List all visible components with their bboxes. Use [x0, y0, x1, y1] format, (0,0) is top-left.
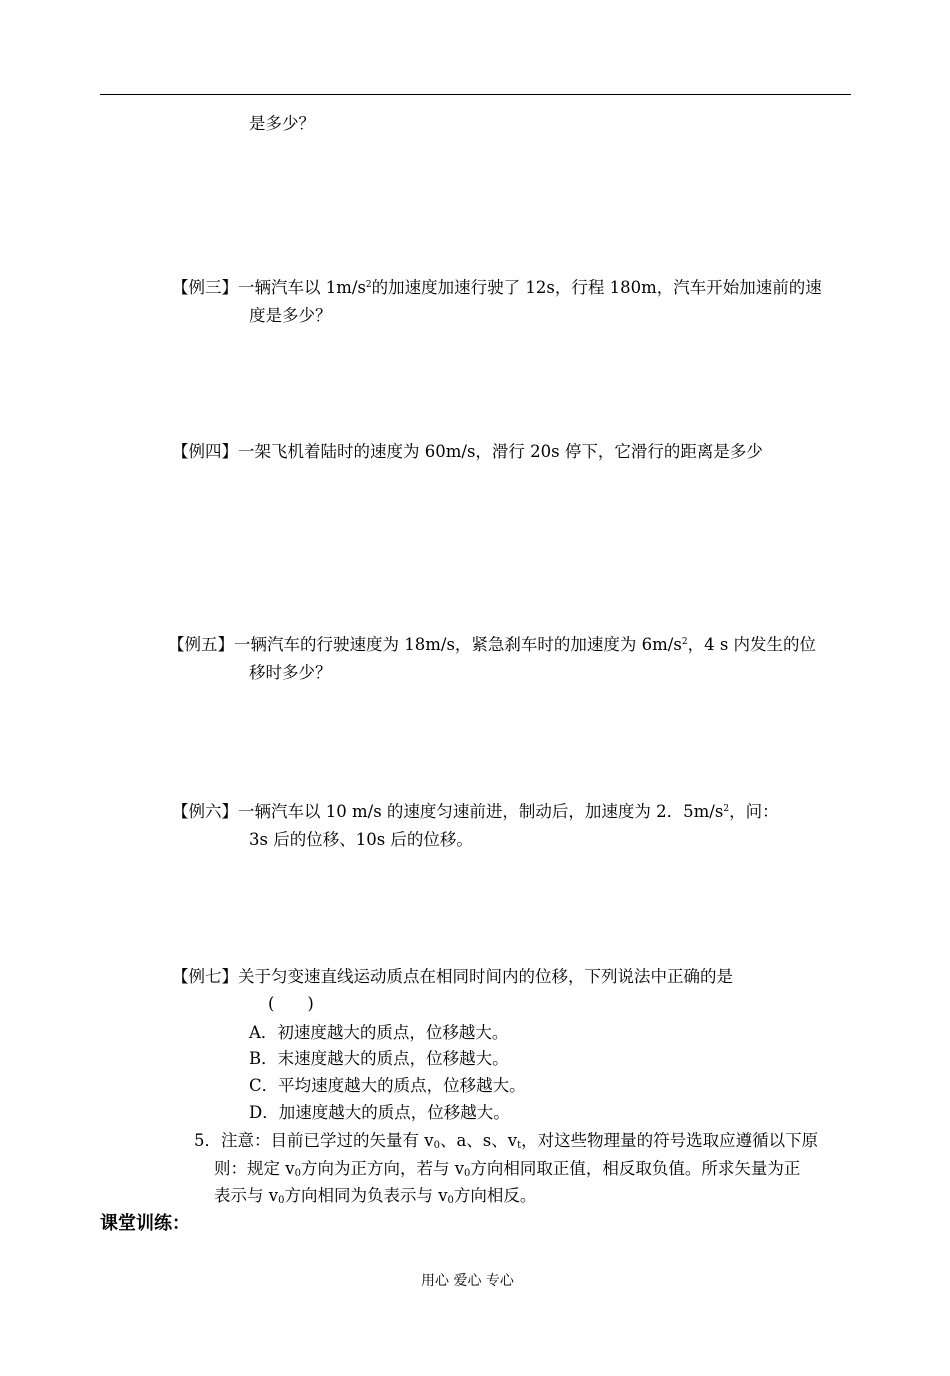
example-4-line-1: 【例四】一架飞机着陆时的速度为 60m/s，滑行 20s 停下，它滑行的距离是多少	[172, 442, 763, 461]
example-4-label: 【例四】	[172, 442, 238, 461]
answer-blank: ( )	[268, 994, 314, 1013]
example-5-line-2: 移时多少？	[249, 663, 332, 682]
page-footer: 用心 爱心 专心	[421, 1273, 514, 1289]
example-7-line-1: 【例七】关于匀变速直线运动质点在相同时间内的位移，下列说法中正确的是	[172, 967, 733, 986]
example-5-label: 【例五】	[168, 635, 234, 654]
option-c: C．平均速度越大的质点，位移越大。	[249, 1076, 526, 1095]
example-6-line-1: 【例六】一辆汽车以 10 m/s 的速度匀速前进，制动后，加速度为 2．$5m/s^2$，问：	[172, 802, 779, 821]
example-6-line-2: 3s 后的位移、10s 后的位移。	[249, 830, 473, 849]
example-6-label: 【例六】	[172, 802, 238, 821]
option-d: D．加速度越大的质点，位移越大。	[249, 1103, 510, 1122]
example-5-line-1: 【例五】一辆汽车的行驶速度为 18m/s，紧急刹车时的加速度为 $6m/s^2$，4 s 内发生的位	[168, 635, 817, 654]
header-rule	[100, 94, 851, 95]
example-3-label: 【例三】	[172, 278, 238, 297]
example-3-line-2: 度是多少？	[249, 306, 332, 325]
example-3-line-1: 【例三】一辆汽车以 $1m/s^2$的加速度加速行驶了 12s，行程 180m，汽车开始加速前的速	[172, 278, 822, 297]
example-7-label: 【例七】	[172, 967, 238, 986]
section-heading: 课堂训练：	[100, 1213, 190, 1234]
continuation-text: 是多少？	[249, 114, 315, 133]
note-line-1: 5．注意：目前已学过的矢量有 $v_0$、a、s、$v_t$，对这些物理量的符号选取应遵循以下原	[194, 1131, 819, 1151]
option-a: A．初速度越大的质点，位移越大。	[249, 1023, 509, 1042]
note-line-3: 表示与 $v_0$方向相同为负表示与 $v_0$方向相反。	[214, 1186, 537, 1206]
option-b: B．末速度越大的质点，位移越大。	[249, 1049, 509, 1068]
note-line-2: 则：规定 $v_0$方向为正方向，若与 $v_0$方向相同取正值，相反取负值。所求矢量为正	[214, 1159, 801, 1179]
